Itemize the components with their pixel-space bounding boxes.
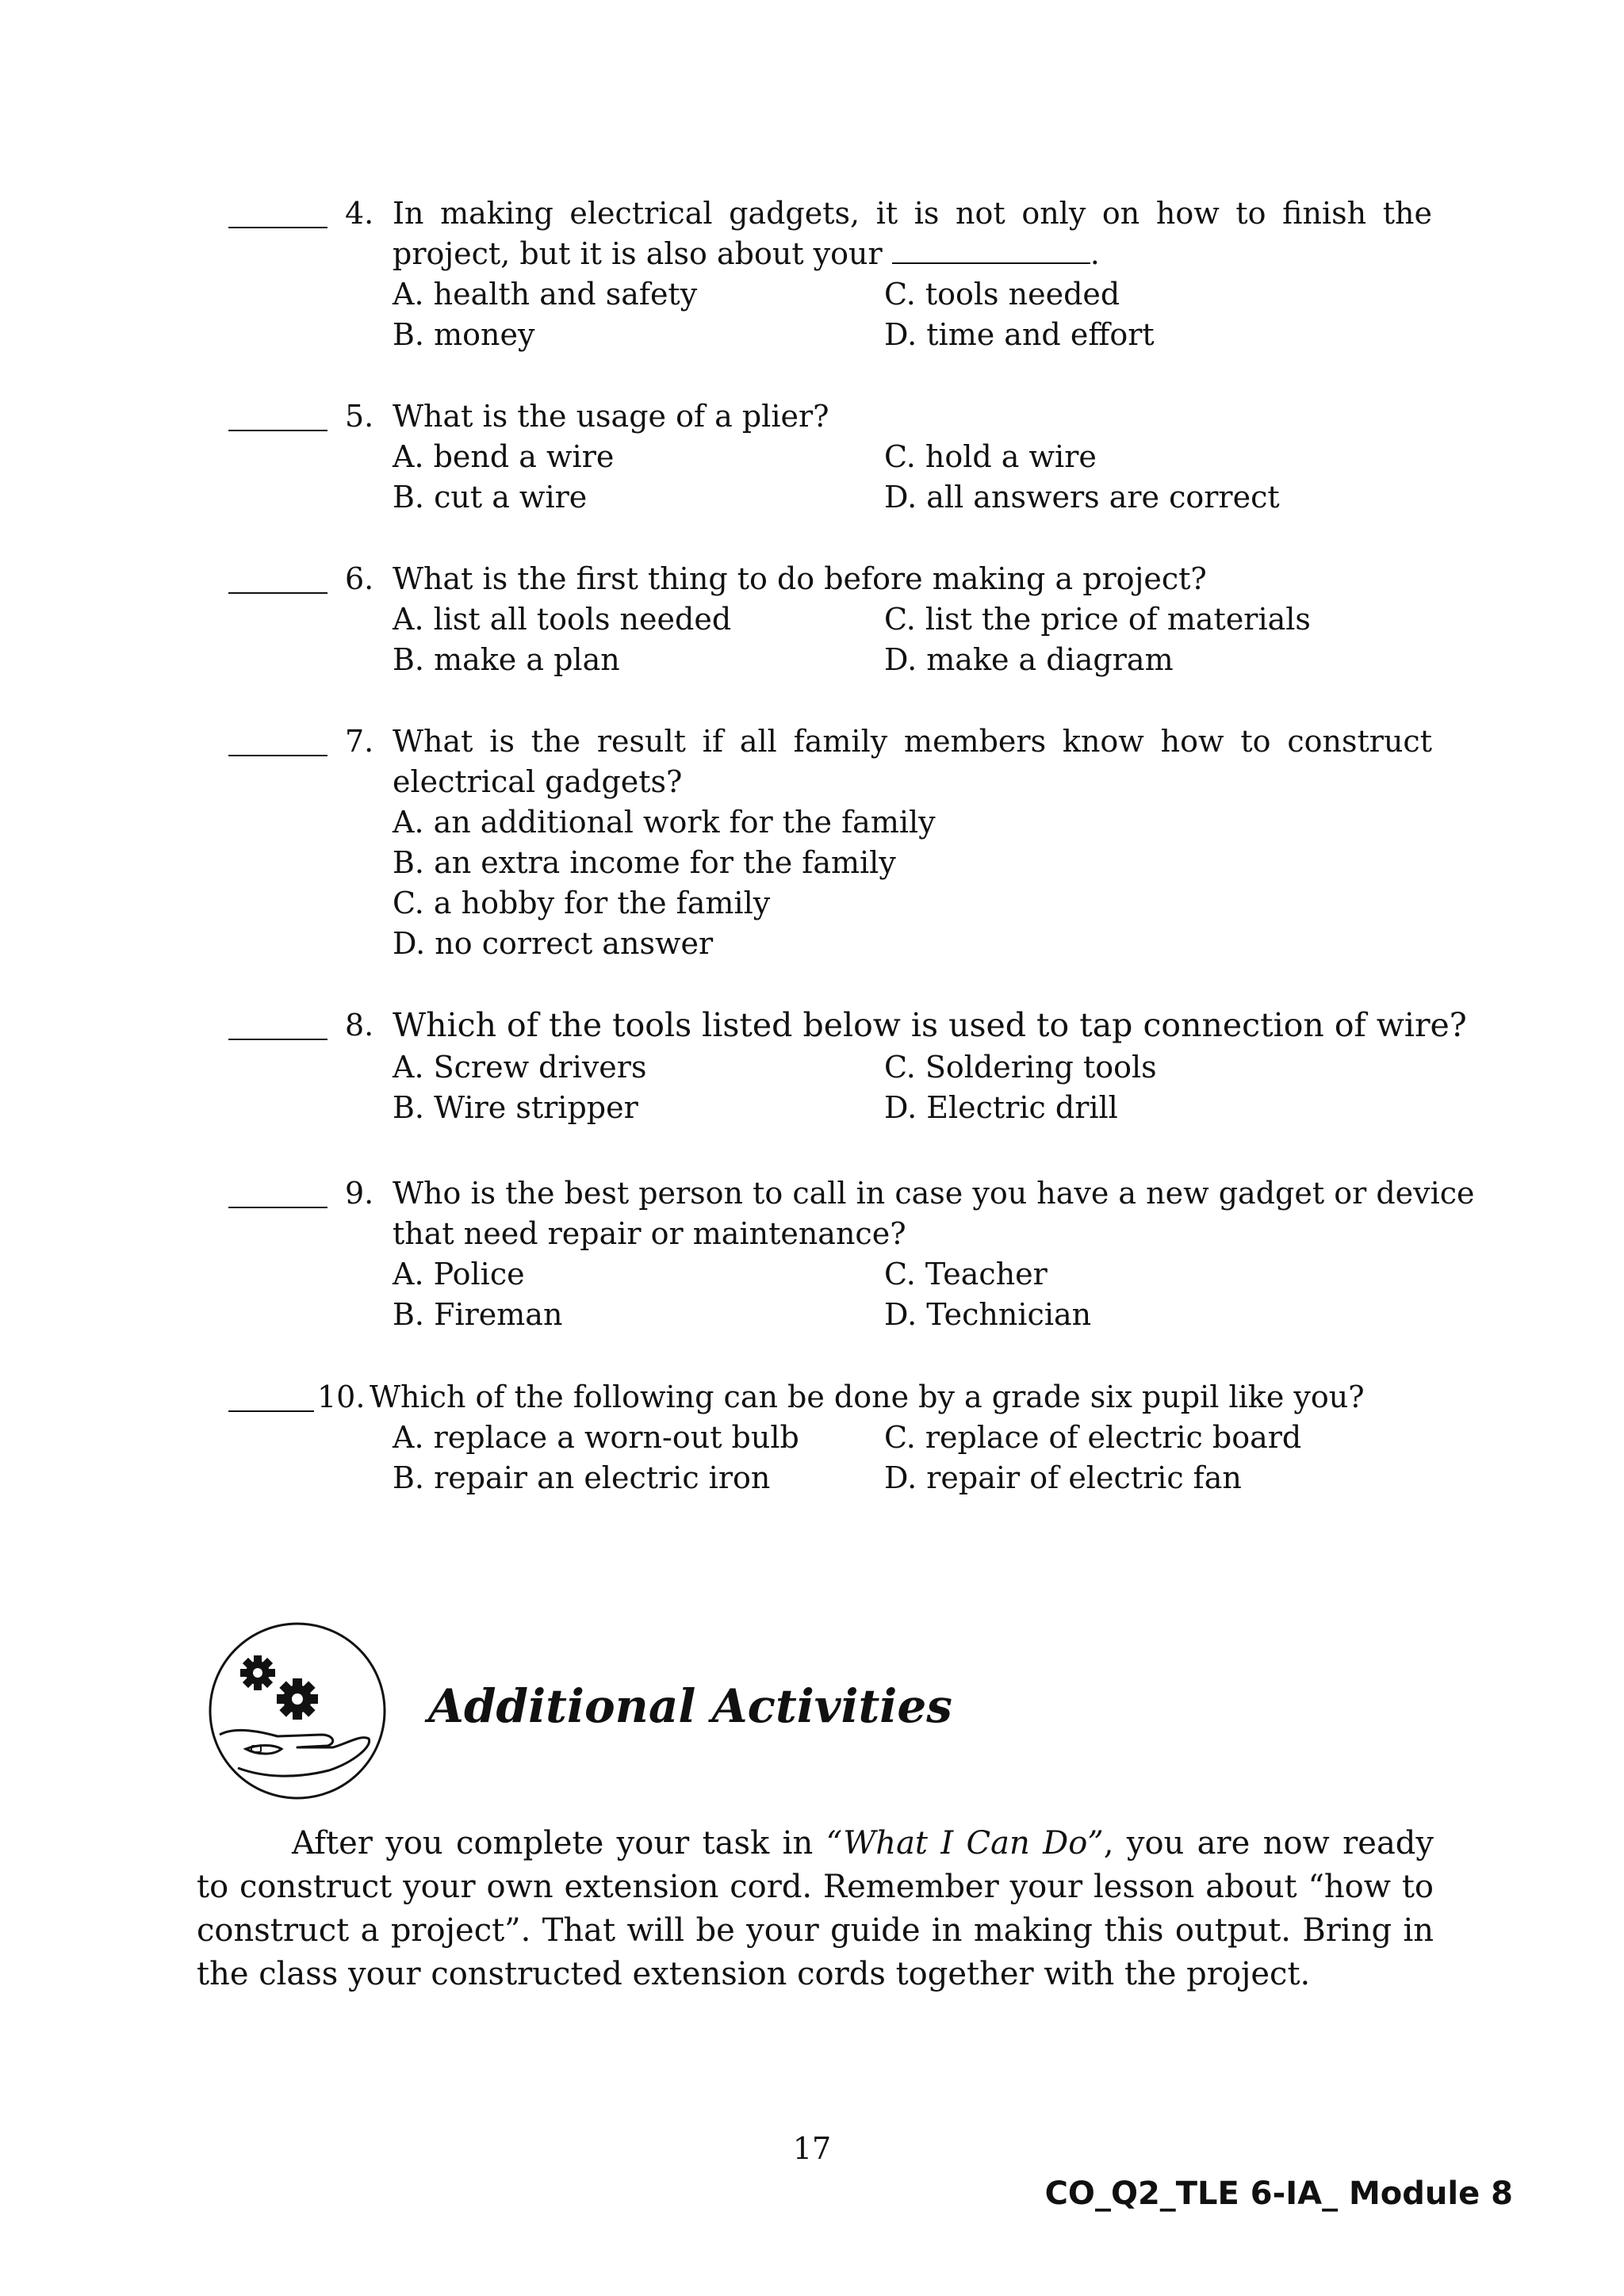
section-title: Additional Activities bbox=[428, 1679, 952, 1733]
answer-blank[interactable] bbox=[228, 755, 327, 756]
option-c: C. list the price of materials bbox=[884, 602, 1311, 637]
answer-blank[interactable] bbox=[228, 430, 327, 431]
question-number: 7. bbox=[345, 724, 374, 759]
question-number: 6. bbox=[345, 561, 374, 596]
question-stem: Which of the tools listed below is used to tap connection of wire? bbox=[393, 1006, 1467, 1044]
option-b: B. money bbox=[393, 317, 535, 352]
option-a: A. replace a worn-out bulb bbox=[393, 1420, 799, 1455]
option-b: B. make a plan bbox=[393, 642, 620, 677]
question-stem-continued: electrical gadgets? bbox=[393, 764, 683, 799]
option-c: C. Soldering tools bbox=[884, 1050, 1157, 1085]
question-stem: What is the result if all family members know how to construct bbox=[393, 724, 1432, 759]
question-stem: Which of the following can be done by a grade six pupil like you? bbox=[370, 1380, 1365, 1414]
option-b: B. an extra income for the family bbox=[393, 845, 896, 880]
answer-blank[interactable] bbox=[228, 592, 327, 594]
answer-blank[interactable] bbox=[228, 1207, 327, 1208]
question-stem: In making electrical gadgets, it is not only on how to finish the bbox=[393, 196, 1432, 231]
option-c: C. hold a wire bbox=[884, 439, 1097, 474]
option-d: D. Electric drill bbox=[884, 1090, 1118, 1125]
option-d: D. Technician bbox=[884, 1297, 1092, 1332]
question-number: 4. bbox=[345, 196, 374, 231]
question-stem: Who is the best person to call in case you have a new gadget or device bbox=[393, 1176, 1475, 1211]
fill-in-blank bbox=[892, 235, 1090, 264]
option-a: A. bend a wire bbox=[393, 439, 615, 474]
answer-blank[interactable] bbox=[228, 1410, 314, 1412]
option-c: C. tools needed bbox=[884, 277, 1120, 312]
option-d: D. no correct answer bbox=[393, 926, 714, 961]
question-number: 9. bbox=[345, 1176, 374, 1211]
option-d: D. time and effort bbox=[884, 317, 1155, 352]
option-b: B. cut a wire bbox=[393, 480, 588, 515]
quoted-title: “What I Can Do” bbox=[825, 1825, 1104, 1862]
option-d: D. make a diagram bbox=[884, 642, 1174, 677]
option-a: A. list all tools needed bbox=[393, 602, 732, 637]
answer-blank[interactable] bbox=[228, 227, 327, 228]
option-c: C. replace of electric board bbox=[884, 1420, 1302, 1455]
module-code: CO_Q2_TLE 6-IA_ Module 8 bbox=[1044, 2175, 1513, 2212]
option-a: A. health and safety bbox=[393, 277, 698, 312]
question-stem-continued: that need repair or maintenance? bbox=[393, 1216, 906, 1251]
option-c: C. Teacher bbox=[884, 1257, 1048, 1292]
gears-in-hand-icon bbox=[202, 1616, 393, 1806]
question-number: 8. bbox=[345, 1008, 374, 1043]
option-a: A. Police bbox=[393, 1257, 525, 1292]
instruction-paragraph: After you complete your task in “What I Can Do”, you are now ready to construct your own extension cord. Remember your lesson about “how to construct a project”. That will be your guide in making this output. Bring in the class your constructed extension cords together with the project. bbox=[197, 1825, 1434, 1992]
option-a: A. Screw drivers bbox=[393, 1050, 647, 1085]
option-a: A. an additional work for the family bbox=[393, 805, 936, 840]
question-number: 5. bbox=[345, 399, 374, 434]
answer-blank[interactable] bbox=[228, 1039, 327, 1040]
option-d: D. repair of electric fan bbox=[884, 1460, 1242, 1495]
option-b: B. repair an electric iron bbox=[393, 1460, 771, 1495]
option-b: B. Fireman bbox=[393, 1297, 563, 1332]
page-number: 17 bbox=[792, 2131, 832, 2166]
question-number: 10. bbox=[317, 1380, 366, 1414]
question-stem-continued: project, but it is also about your . bbox=[393, 236, 1100, 271]
option-d: D. all answers are correct bbox=[884, 480, 1280, 515]
option-b: B. Wire stripper bbox=[393, 1090, 638, 1125]
question-stem: What is the first thing to do before making a project? bbox=[393, 561, 1207, 596]
option-c: C. a hobby for the family bbox=[393, 886, 771, 920]
question-stem: What is the usage of a plier? bbox=[393, 399, 829, 434]
